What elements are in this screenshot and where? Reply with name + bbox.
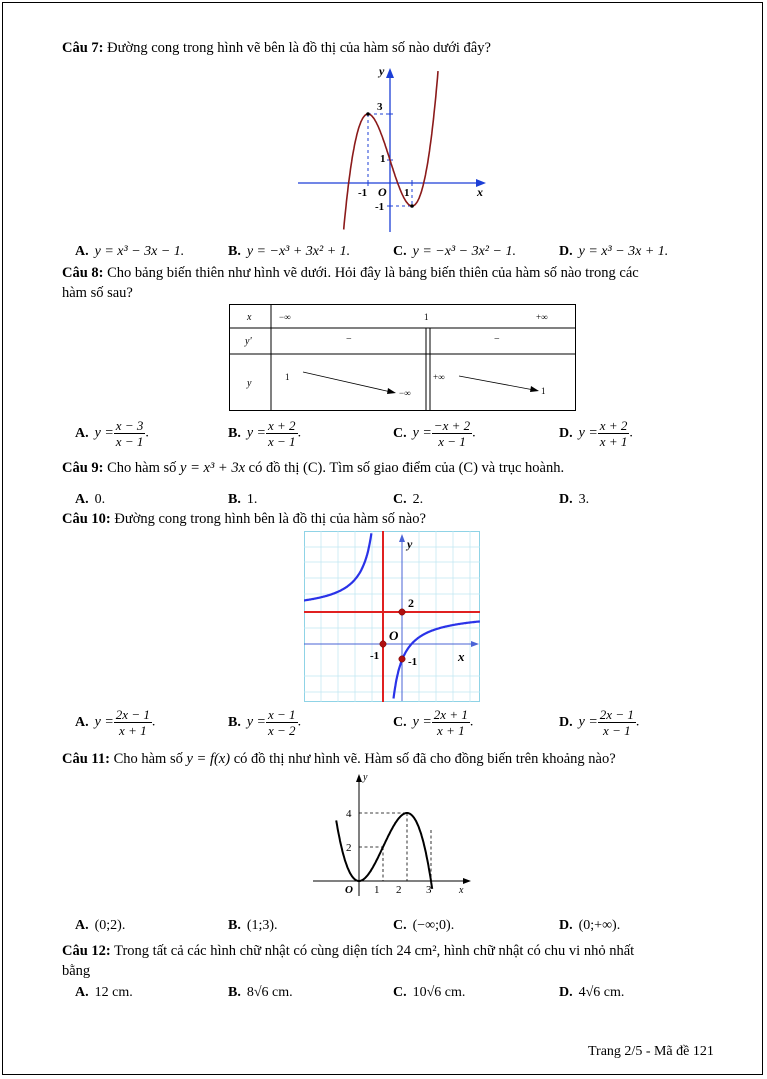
- option-label: B.: [228, 425, 241, 441]
- q12-option-b[interactable]: [228, 985, 293, 1001]
- option-expr: y = x³ − 3x − 1.: [94, 244, 185, 259]
- q9-option-c[interactable]: [393, 492, 423, 508]
- question-text: Trong tất cả các hình chữ nhật có cùng diện tích 24 cm², hình chữ nhật có chu vi nhỏ nhất: [114, 943, 635, 959]
- fraction-denominator: x − 2: [268, 723, 296, 738]
- q11-option-b[interactable]: [228, 918, 278, 934]
- option-label: B.: [228, 918, 241, 933]
- question-text-a: Cho hàm số: [113, 751, 183, 767]
- fraction-denominator: x + 1: [119, 723, 147, 738]
- fraction-denominator: x − 1: [438, 434, 466, 449]
- question-label: Câu 11:: [62, 751, 110, 767]
- question-text-b: có đồ thị như hình vẽ. Hàm số đã cho đồng biến trên khoảng nào?: [233, 751, 616, 767]
- option-value: (1;3).: [246, 918, 278, 933]
- option-value: 0.: [94, 492, 106, 507]
- q9-option-b[interactable]: [228, 492, 257, 508]
- tick-neg1-y: -1: [375, 201, 385, 213]
- question-text-a: Cho hàm số: [107, 460, 177, 476]
- q8-variation-table: [229, 304, 577, 412]
- option-expr: y = x³ − 3x + 1.: [578, 244, 669, 259]
- option-value: 2.: [412, 492, 424, 507]
- fraction-numerator: 2x − 1: [115, 707, 150, 722]
- option-label: A.: [75, 425, 89, 441]
- q11-option-a[interactable]: [75, 918, 125, 934]
- question-expr: y = x³ + 3x: [180, 460, 246, 476]
- question-text: Cho bảng biến thiên như hình vẽ dưới. Hỏi đây là bảng biến thiên của hàm số nào trong các: [107, 265, 639, 281]
- option-label: A.: [75, 918, 89, 933]
- question-label: Câu 9:: [62, 460, 104, 476]
- tick-neg1-y: -1: [408, 656, 418, 668]
- option-expr: y = −x³ + 3x² + 1.: [246, 244, 351, 259]
- tick-neg1-x: -1: [370, 650, 380, 662]
- origin-label: O: [389, 628, 399, 643]
- origin-label: O: [345, 884, 353, 896]
- option-value: 1.: [246, 492, 258, 507]
- fraction-numerator: x + 2: [599, 418, 628, 433]
- q7-option-b[interactable]: [228, 244, 350, 260]
- q9-option-a[interactable]: [75, 492, 105, 508]
- option-label: A.: [75, 492, 89, 507]
- option-label: D.: [559, 425, 573, 441]
- point-neg1-0: [380, 641, 386, 647]
- q12-option-c[interactable]: [393, 985, 465, 1001]
- table-one: 1: [424, 312, 429, 322]
- tick-4: 4: [346, 808, 352, 820]
- option-label: C.: [393, 714, 407, 730]
- q10-option-c[interactable]: C. y = $\frac{2x + 1}{x + 1}$ .: [393, 707, 474, 738]
- y-axis-arrow-icon: [386, 68, 394, 78]
- question-11: [62, 751, 616, 767]
- question-label: Câu 8:: [62, 265, 104, 281]
- question-expr: y = f(x): [186, 751, 231, 767]
- q12-option-a[interactable]: [75, 985, 133, 1001]
- y-axis-arrow-icon: [356, 774, 362, 782]
- q11-option-c[interactable]: [393, 918, 454, 934]
- tick-1: 1: [374, 884, 380, 896]
- x-label: x: [458, 649, 465, 664]
- x-axis-arrow-icon: [463, 878, 471, 884]
- table-minus-2: −: [494, 334, 500, 345]
- q8-option-d[interactable]: D. y = $\frac{x + 2}{x + 1}$ .: [559, 418, 633, 449]
- tick-2-x: 2: [396, 884, 402, 896]
- q10-option-b[interactable]: B. y = $\frac{x - 1}{x - 2}$ .: [228, 707, 302, 738]
- option-label: D.: [559, 985, 573, 1000]
- question-12-line2: bằng: [62, 963, 91, 979]
- q7-option-d[interactable]: [559, 244, 668, 260]
- q8-option-a[interactable]: A. y = $\frac{x - 3}{x - 1}$ .: [75, 418, 149, 449]
- fraction-denominator: x − 1: [268, 434, 296, 449]
- question-7: [62, 40, 491, 56]
- option-label: B.: [228, 985, 241, 1000]
- option-value: 8√6 cm.: [246, 985, 293, 1000]
- q10-option-d[interactable]: D. y = $\frac{2x - 1}{x - 1}$ .: [559, 707, 640, 738]
- table-pos-inf: +∞: [536, 312, 548, 322]
- q9-option-d[interactable]: [559, 492, 589, 508]
- origin-label: O: [378, 185, 387, 199]
- option-value: (0;+∞).: [578, 918, 621, 933]
- option-label: A.: [75, 244, 89, 259]
- question-label: Câu 10:: [62, 511, 111, 527]
- option-value: 3.: [578, 492, 590, 507]
- question-8-line2: hàm số sau?: [62, 285, 133, 301]
- fraction-numerator: x − 1: [268, 707, 296, 722]
- option-label: D.: [559, 492, 573, 507]
- option-label: A.: [75, 985, 89, 1000]
- question-text: Đường cong trong hình bên là đồ thị của hàm số nào?: [114, 511, 426, 527]
- option-value: 12 cm.: [94, 985, 133, 1000]
- decrease-arrow-1: [303, 372, 391, 392]
- question-12: [62, 943, 634, 959]
- q8-option-c[interactable]: C. y = $\frac{-x + 2}{x - 1}$ .: [393, 418, 476, 449]
- option-label: B.: [228, 244, 241, 259]
- tick-1: 1: [380, 153, 386, 165]
- option-label: C.: [393, 425, 407, 441]
- q10-option-a[interactable]: A. y = $\frac{2x - 1}{x + 1}$ .: [75, 707, 156, 738]
- point-0-neg1: [399, 656, 405, 662]
- fraction-denominator: x − 1: [603, 723, 631, 738]
- fraction-numerator: x + 2: [268, 418, 296, 433]
- option-lhs: y =: [246, 714, 267, 730]
- option-lhs: y =: [94, 425, 114, 441]
- tick-neg1-x: -1: [358, 187, 368, 199]
- option-value: (−∞;0).: [412, 918, 455, 933]
- y-label: y: [363, 772, 368, 783]
- point-0-2: [399, 609, 405, 615]
- option-label: C.: [393, 244, 407, 259]
- option-lhs: y =: [578, 425, 598, 441]
- tick-1-x: 1: [404, 187, 410, 199]
- option-label: C.: [393, 985, 407, 1000]
- table-yprime-label: y': [245, 336, 252, 347]
- option-label: D.: [559, 714, 573, 730]
- option-label: B.: [228, 492, 241, 507]
- q12-option-d[interactable]: [559, 985, 624, 1001]
- q7-cubic-graph: [290, 60, 500, 235]
- fraction-denominator: x + 1: [599, 434, 628, 449]
- fraction-numerator: −x + 2: [433, 418, 471, 433]
- tick-3: 3: [426, 884, 432, 896]
- option-label: C.: [393, 918, 407, 933]
- question-label: Câu 7:: [62, 40, 104, 56]
- table-y-label: y: [247, 378, 252, 389]
- fraction-denominator: x − 1: [115, 434, 144, 449]
- table-minus-1: −: [346, 334, 352, 345]
- option-label: D.: [559, 244, 573, 259]
- y-label: y: [379, 64, 385, 78]
- table-x-label: x: [247, 312, 252, 323]
- option-expr: y = −x³ − 3x² − 1.: [412, 244, 516, 259]
- option-value: 4√6 cm.: [578, 985, 625, 1000]
- table-y-right-start: +∞: [433, 372, 445, 382]
- question-label: Câu 12:: [62, 943, 111, 959]
- option-lhs: y =: [578, 714, 598, 730]
- question-10: [62, 511, 426, 527]
- x-label: x: [477, 185, 483, 199]
- question-text-b: có đồ thị (C). Tìm số giao điểm của (C) và trục hoành.: [248, 460, 565, 476]
- table-y-left-end: −∞: [399, 388, 411, 398]
- fraction-denominator: x + 1: [437, 723, 465, 738]
- q11-option-d[interactable]: [559, 918, 620, 934]
- fraction-numerator: x − 3: [115, 418, 144, 433]
- option-label: A.: [75, 714, 89, 730]
- table-y-end: 1: [541, 386, 546, 396]
- fraction-numerator: 2x + 1: [433, 707, 468, 722]
- option-value: (0;2).: [94, 918, 126, 933]
- question-9: [62, 460, 564, 476]
- option-lhs: y =: [412, 425, 432, 441]
- question-8: [62, 265, 639, 281]
- tick-3: 3: [377, 101, 383, 113]
- tick-2: 2: [346, 842, 352, 854]
- y-label: y: [407, 537, 413, 551]
- fraction-numerator: 2x − 1: [599, 707, 634, 722]
- option-label: D.: [559, 918, 573, 933]
- tick-2: 2: [408, 596, 414, 610]
- page-footer: Trang 2/5 - Mã đề 121: [588, 1044, 714, 1059]
- option-label: C.: [393, 492, 407, 507]
- q10-hyperbola-graph: [304, 531, 480, 702]
- q11-function-graph: [305, 770, 475, 900]
- option-label: B.: [228, 714, 241, 730]
- option-lhs: y =: [94, 714, 114, 730]
- option-lhs: y =: [246, 425, 267, 441]
- option-value: 10√6 cm.: [412, 985, 466, 1000]
- q7-option-a[interactable]: [75, 244, 184, 260]
- table-neg-inf: −∞: [279, 312, 291, 322]
- q7-option-c[interactable]: [393, 244, 516, 260]
- option-lhs: y =: [412, 714, 432, 730]
- decrease-arrow-2: [459, 376, 534, 390]
- table-y-start: 1: [285, 372, 290, 382]
- question-text: Đường cong trong hình vẽ bên là đồ thị của hàm số nào dưới đây?: [107, 40, 491, 56]
- q8-option-b[interactable]: B. y = $\frac{x + 2}{x - 1}$ .: [228, 418, 302, 449]
- x-label: x: [459, 885, 464, 896]
